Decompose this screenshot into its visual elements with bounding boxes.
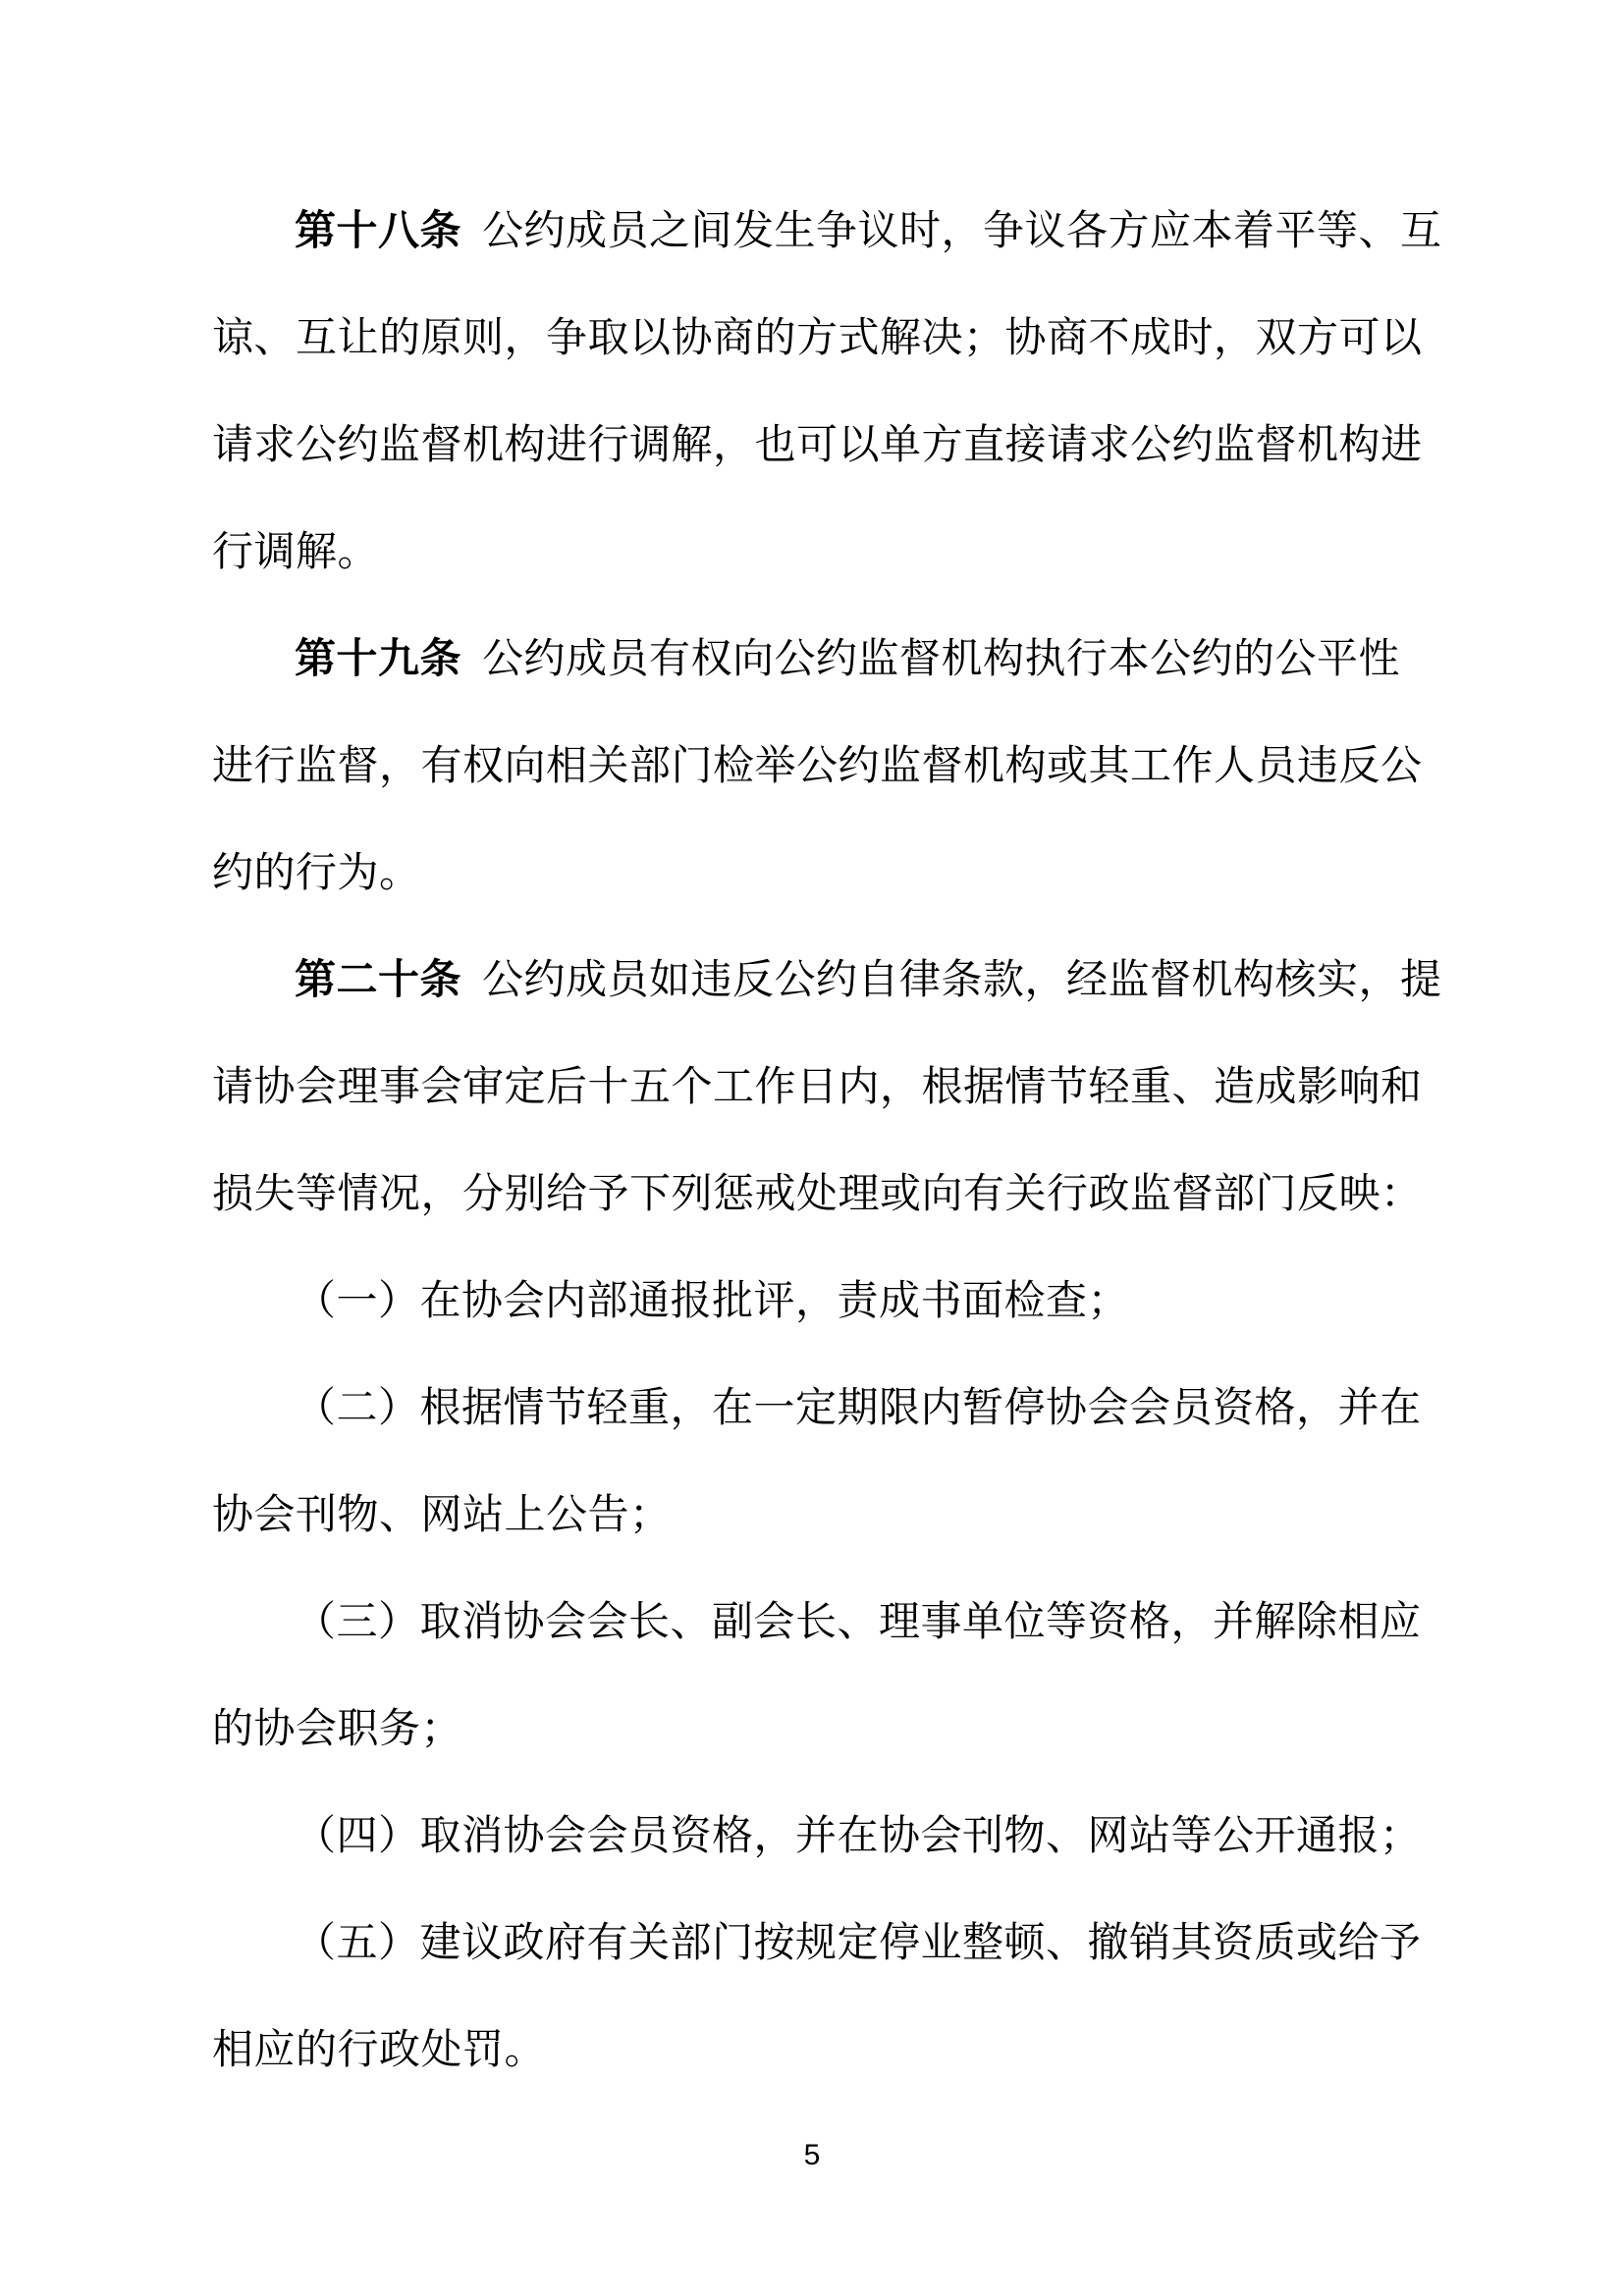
document-line (212, 1033, 1430, 1140)
document-line (212, 284, 1430, 391)
document-line (212, 177, 1442, 284)
document-line (212, 1675, 1430, 1782)
document-line (212, 1140, 1430, 1247)
line-text: 公约成员之间发生争议时，争议各方应本着平等、互 (482, 207, 1442, 253)
line-text: 行调解。 (212, 528, 380, 574)
document-line (212, 498, 1430, 605)
line-text: 请求公约监督机构进行调解，也可以单方直接请求公约监督机构进 (212, 421, 1423, 467)
article-number-heading: 第十九条 (295, 635, 462, 681)
document-line (212, 1461, 1430, 1568)
document-line-item-5 (212, 1889, 1430, 1996)
document-line (212, 1996, 1430, 2103)
line-text: （一）在协会内部通报批评，责成书面检查； (295, 1277, 1130, 1323)
line-text: 损失等情况，分别给予下列惩戒处理或向有关行政监督部门反映： (212, 1170, 1423, 1216)
line-text: （五）建议政府有关部门按规定停业整顿、撤销其资质或给予 (295, 1919, 1422, 1965)
document-line-item-2 (212, 1354, 1430, 1461)
document-line (212, 712, 1430, 819)
line-text: （二）根据情节轻重，在一定期限内暂停协会会员资格，并在 (295, 1384, 1422, 1430)
line-text: 协会刊物、网站上公告； (212, 1491, 672, 1537)
document-line (212, 391, 1430, 498)
line-text: 相应的行政处罚。 (212, 2026, 547, 2072)
document-line (212, 819, 1430, 926)
line-text: 的协会职务； (212, 1705, 463, 1751)
document-line-item-3 (212, 1568, 1430, 1675)
line-text: 公约成员如违反公约自律条款，经监督机构核实，提 (482, 956, 1442, 1002)
line-text: 进行监督，有权向相关部门检举公约监督机构或其工作人员违反公 (212, 742, 1423, 788)
line-text: 请协会理事会审定后十五个工作日内，根据情节轻重、造成影响和 (212, 1063, 1423, 1109)
document-line-item-1 (212, 1247, 1430, 1354)
article-number-heading: 第二十条 (295, 956, 462, 1002)
page-number: 5 (803, 2139, 821, 2171)
line-text: （四）取消协会会员资格，并在协会刊物、网站等公开通报； (295, 1812, 1422, 1858)
line-text: （三）取消协会会长、副会长、理事单位等资格，并解除相应 (295, 1598, 1422, 1644)
document-line (212, 926, 1442, 1033)
article-number-heading: 第十八条 (295, 207, 462, 253)
document-line (212, 605, 1430, 712)
document-body (212, 177, 1442, 2103)
line-text: 谅、互让的原则，争取以协商的方式解决；协商不成时，双方可以 (212, 314, 1423, 360)
line-text: 约的行为。 (212, 849, 421, 895)
document-line-item-4 (212, 1782, 1430, 1889)
line-text: 公约成员有权向公约监督机构执行本公约的公平性 (482, 635, 1401, 681)
